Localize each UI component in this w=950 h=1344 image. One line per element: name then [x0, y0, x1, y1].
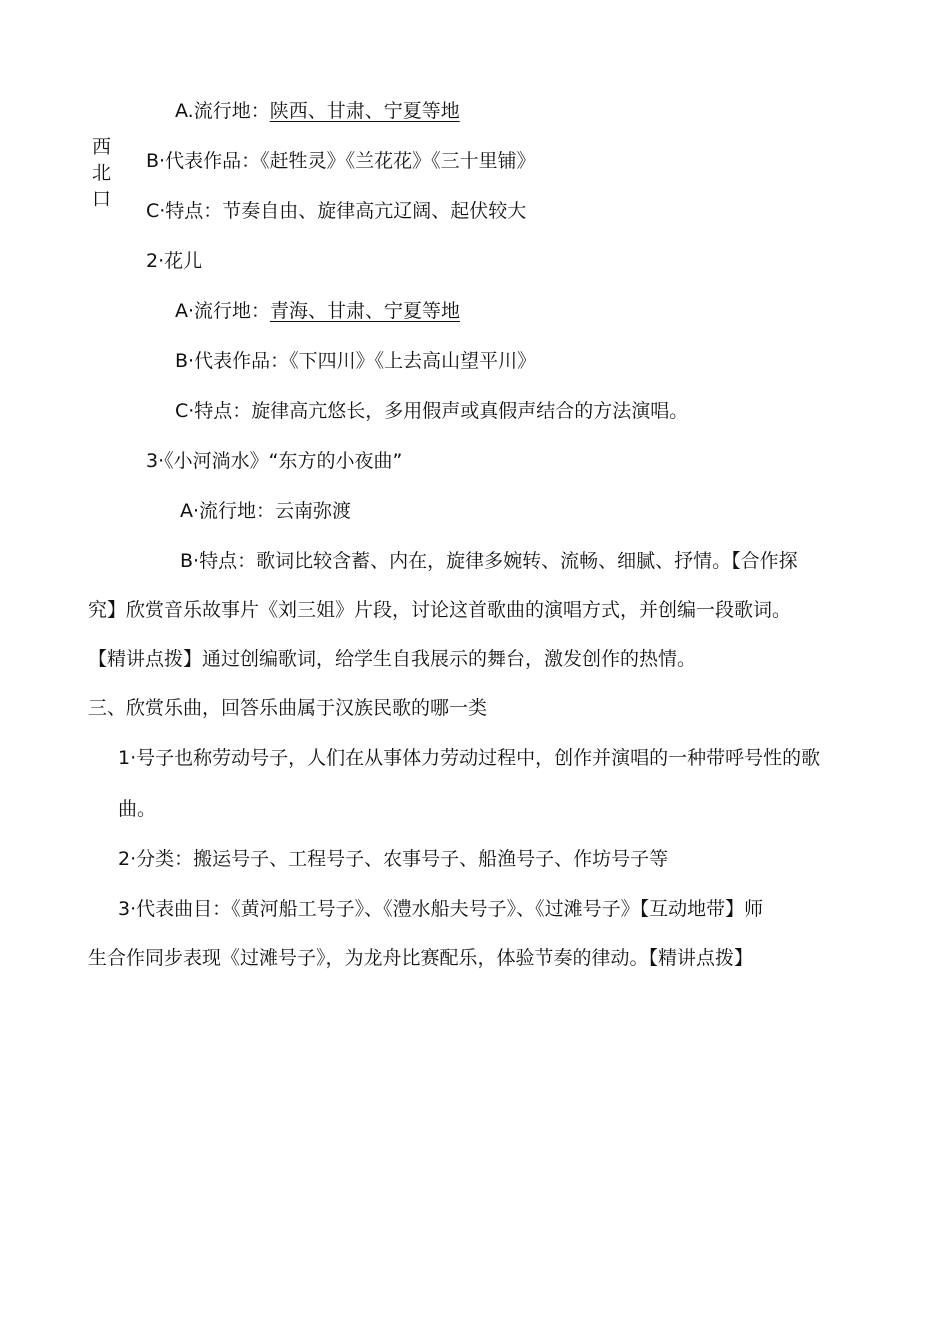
side-label-char: 西	[92, 136, 112, 158]
line-haozi-definition-cont: 曲。	[118, 798, 157, 820]
line-huaer-place	[175, 298, 460, 324]
side-label	[92, 134, 114, 210]
line-region-xibei-place	[175, 98, 460, 124]
side-label-char: 口	[92, 188, 112, 210]
paragraph-key-points: 【精讲点拨】通过创编歌词，给学生自我展示的舞台，激发创作的热情。	[88, 648, 697, 670]
section-heading-xiaohe: 3·《小河淌水》“东方的小夜曲”	[146, 450, 403, 472]
section-heading-three: 三、欣赏乐曲，回答乐曲属于汉族民歌的哪一类	[88, 697, 488, 719]
line-haozi-interaction: 生合作同步表现《过滩号子》，为龙舟比赛配乐，体验节奏的律动。【精讲点拨】	[88, 947, 754, 969]
line-xiaohe-features: B·特点：歌词比较含蓄、内在，旋律多婉转、流畅、细腻、抒情。【合作探	[180, 550, 798, 572]
side-label-char: 北	[92, 162, 112, 184]
label: A.流行地：	[175, 100, 270, 122]
line-xiaohe-place: A·流行地：云南弥渡	[180, 500, 352, 522]
line-huaer-works: B·代表作品：《下四川》《上去高山望平川》	[175, 350, 537, 372]
line-huaer-features: C·特点：旋律高亢悠长，多用假声或真假声结合的方法演唱。	[175, 400, 689, 422]
underlined-value: 陕西、甘肃、宁夏等地	[269, 100, 460, 122]
line-xibei-works: B·代表作品：《赶牲灵》《兰花花》《三十里铺》	[146, 150, 536, 172]
line-haozi-definition: 1·号子也称劳动号子，人们在从事体力劳动过程中，创作并演唱的一种带呼号性的歌	[118, 747, 821, 769]
line-haozi-works: 3·代表曲目：《黄河船工号子》、《澧水船夫号子》、《过滩号子》【互动地带】师	[118, 898, 764, 920]
line-haozi-categories: 2·分类：搬运号子、工程号子、农事号子、船渔号子、作坊号子等	[118, 848, 669, 870]
line-xibei-features: C·特点：节奏自由、旋律高亢辽阔、起伏较大	[146, 200, 527, 222]
underlined-value: 青海、甘肃、宁夏等地	[270, 300, 461, 322]
paragraph-cooperation: 究】欣赏音乐故事片《刘三姐》片段，讨论这首歌曲的演唱方式，并创编一段歌词。	[88, 599, 792, 621]
section-heading-huaer: 2·花儿	[146, 250, 203, 272]
label: A·流行地：	[175, 300, 271, 322]
